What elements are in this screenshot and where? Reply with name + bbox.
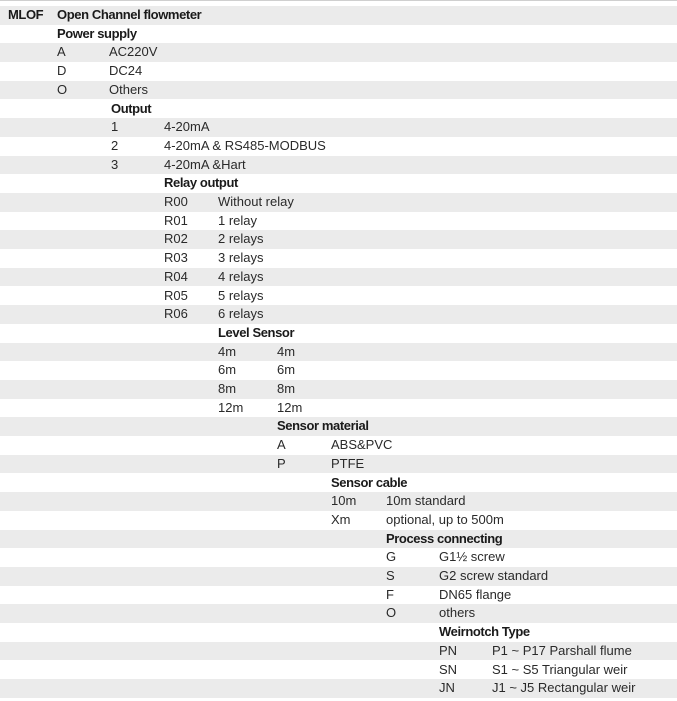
section-heading: Weirnotch Type (439, 624, 530, 640)
option-description: 4 relays (218, 268, 264, 284)
page-title: Open Channel flowmeter (57, 7, 202, 22)
option-code: 1 (111, 119, 119, 135)
option-row (0, 567, 677, 586)
option-row (0, 642, 677, 661)
option-code: R00 (164, 194, 188, 209)
option-description: G1½ screw (439, 549, 505, 565)
option-row (0, 230, 677, 249)
option-row (0, 287, 677, 306)
option-row (0, 81, 677, 100)
option-code: JN (439, 680, 455, 696)
option-description: DC24 (109, 63, 143, 79)
option-row (0, 43, 677, 62)
option-row (0, 511, 677, 530)
section-heading: Relay output (164, 175, 238, 191)
option-row (0, 679, 677, 698)
option-code: PN (439, 642, 458, 658)
section-heading: Sensor material (277, 418, 369, 434)
section-heading: Power supply (57, 25, 137, 41)
option-row (0, 548, 677, 567)
section-heading: Sensor cable (331, 474, 408, 490)
option-row (0, 249, 677, 268)
title-row (0, 6, 677, 25)
option-code: 2 (111, 137, 119, 153)
section-heading-row (0, 474, 677, 493)
section-heading-row (0, 530, 677, 549)
option-code: O (386, 605, 397, 621)
option-row (0, 586, 677, 605)
option-row (0, 399, 677, 418)
option-description: others (439, 605, 476, 621)
option-code: 12m (218, 399, 244, 415)
option-row (0, 343, 677, 362)
section-heading: Level Sensor (218, 324, 295, 340)
option-code: Xm (331, 511, 351, 527)
option-row (0, 137, 677, 156)
option-code: R06 (164, 306, 188, 322)
section-heading: Output (111, 100, 152, 116)
option-row (0, 268, 677, 287)
option-description: optional, up to 500m (386, 511, 504, 527)
option-row (0, 118, 677, 137)
option-row (0, 62, 677, 81)
option-description: J1 ~ J5 Rectangular weir (492, 680, 636, 696)
option-description: 10m standard (386, 493, 466, 509)
option-row (0, 193, 677, 212)
option-code: R05 (164, 287, 188, 303)
option-description: 5 relays (218, 287, 264, 303)
option-code: 10m (331, 493, 357, 509)
option-description: S1 ~ S5 Triangular weir (492, 661, 628, 677)
option-description: DN65 flange (439, 586, 512, 602)
option-row (0, 661, 677, 680)
option-description: 4-20mA (164, 119, 210, 135)
option-code: 4m (218, 343, 237, 359)
option-description: 4m (277, 343, 296, 359)
option-row (0, 436, 677, 455)
option-code: R01 (164, 212, 188, 228)
section-heading: Process connecting (386, 530, 503, 546)
option-code: D (57, 63, 67, 79)
option-code: 3 (111, 156, 119, 172)
option-code: R02 (164, 231, 188, 247)
option-row (0, 361, 677, 380)
option-description: 2 relays (218, 231, 264, 247)
section-heading-row (0, 100, 677, 119)
option-code: R04 (164, 268, 188, 284)
option-row (0, 604, 677, 623)
option-description: PTFE (331, 455, 365, 471)
option-description: P1 ~ P17 Parshall flume (492, 642, 632, 658)
option-code: F (386, 586, 394, 602)
option-row (0, 212, 677, 231)
option-row (0, 455, 677, 474)
section-heading-row (0, 25, 677, 44)
option-description: 1 relay (218, 212, 258, 228)
option-code: SN (439, 661, 458, 677)
option-row (0, 380, 677, 399)
option-row (0, 305, 677, 324)
option-description: AC220V (109, 44, 158, 60)
option-description: 3 relays (218, 250, 264, 266)
option-row (0, 156, 677, 175)
section-heading-row (0, 324, 677, 343)
option-code: O (57, 81, 68, 97)
option-description: G2 screw standard (439, 568, 549, 583)
option-code: 8m (218, 381, 237, 396)
option-code: R03 (164, 250, 188, 266)
model-code: MLOF (8, 7, 44, 22)
section-heading-row (0, 417, 677, 436)
option-code: A (277, 437, 286, 453)
option-description: 6m (277, 362, 296, 378)
option-description: 4-20mA & RS485-MODBUS (164, 137, 326, 153)
option-code: P (277, 455, 286, 471)
option-description: Without relay (218, 194, 294, 209)
option-row (0, 492, 677, 511)
section-heading-row (0, 623, 677, 642)
option-code: G (386, 549, 397, 565)
option-description: Others (109, 81, 149, 97)
option-description: 4-20mA &Hart (164, 156, 246, 172)
option-code: 6m (218, 362, 237, 378)
section-heading-row (0, 174, 677, 193)
option-description: ABS&PVC (331, 437, 393, 453)
option-code: S (386, 568, 395, 583)
option-code: A (57, 44, 66, 60)
option-description: 8m (277, 381, 296, 396)
option-description: 12m (277, 399, 303, 415)
option-description: 6 relays (218, 306, 264, 322)
